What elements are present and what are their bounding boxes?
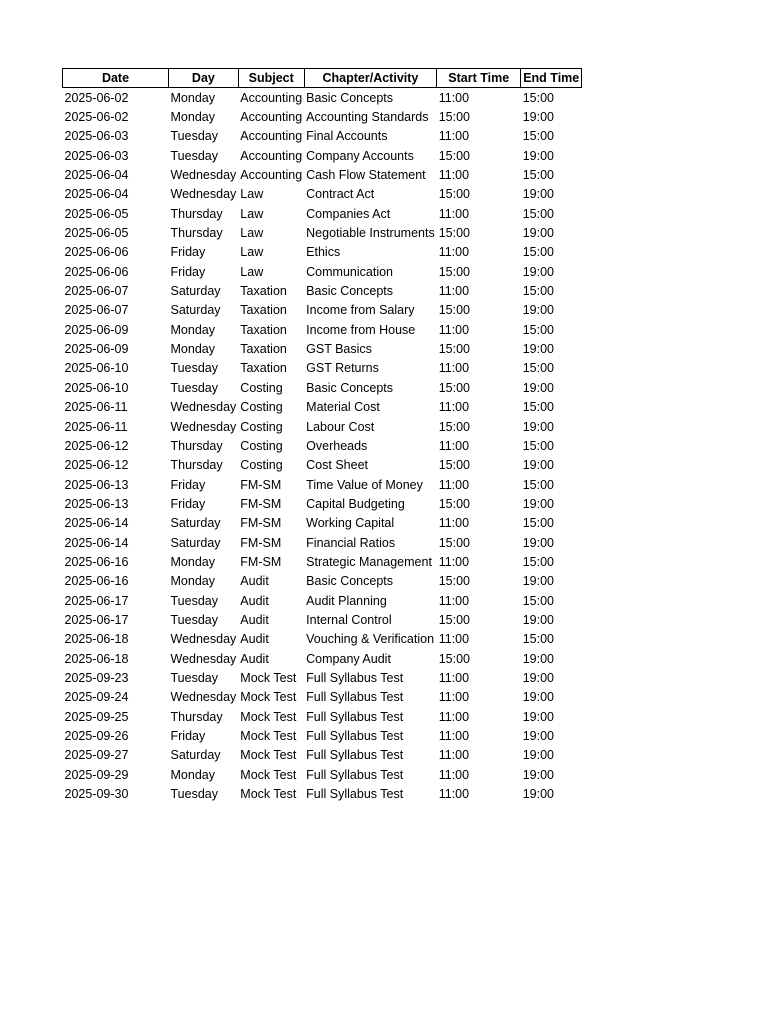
subject-cell[interactable]: Law (240, 226, 264, 241)
header-start-time: Start Time (437, 69, 521, 88)
end-time-cell[interactable]: 15:00 (522, 438, 554, 453)
date-cell[interactable]: 2025-06-18 (64, 632, 129, 647)
subject-cell[interactable]: Audit (240, 574, 269, 589)
day-cell[interactable]: Friday (170, 264, 206, 279)
day-cell[interactable]: Thursday (170, 709, 223, 724)
subject-cell[interactable]: Mock Test (240, 670, 297, 685)
table-row (63, 630, 582, 649)
date-cell[interactable]: 2025-06-16 (64, 574, 129, 589)
subject-cell[interactable]: Audit (240, 632, 269, 647)
table-row (63, 320, 582, 339)
table-row (63, 204, 582, 223)
subject-cell[interactable]: Accounting (240, 129, 303, 144)
end-time-cell[interactable]: 15:00 (522, 284, 554, 299)
subject-cell[interactable]: Costing (240, 438, 283, 453)
date-cell[interactable]: 2025-06-13 (64, 477, 129, 492)
start-time-cell[interactable]: 11:00 (438, 322, 470, 337)
day-cell[interactable]: Thursday (170, 226, 223, 241)
day-cell[interactable]: Wednesday (170, 400, 237, 415)
start-time-cell[interactable]: 11:00 (438, 90, 470, 105)
date-cell[interactable]: 2025-06-07 (64, 303, 129, 318)
end-time-cell[interactable]: 19:00 (522, 729, 554, 744)
day-cell[interactable]: Monday (170, 342, 215, 357)
end-time-cell[interactable]: 19:00 (522, 670, 554, 685)
table-row (63, 165, 582, 184)
chapter-cell[interactable]: Cash Flow Statement (306, 168, 426, 183)
subject-cell[interactable]: Mock Test (240, 709, 297, 724)
start-time-cell[interactable]: 15:00 (438, 458, 470, 473)
start-time-cell[interactable]: 11:00 (438, 554, 470, 569)
table-row (63, 107, 582, 126)
day-cell[interactable]: Tuesday (170, 361, 218, 376)
date-cell[interactable]: 2025-06-09 (64, 342, 129, 357)
table-row (63, 378, 582, 397)
subject-cell[interactable]: Mock Test (240, 748, 297, 763)
subject-cell[interactable]: Mock Test (240, 787, 297, 802)
start-time-cell[interactable]: 11:00 (438, 709, 470, 724)
start-time-cell[interactable]: 11:00 (438, 361, 470, 376)
chapter-cell[interactable]: Full Syllabus Test (306, 748, 404, 763)
end-time-cell[interactable]: 19:00 (522, 690, 554, 705)
table-row (63, 398, 582, 417)
chapter-cell[interactable]: Financial Ratios (306, 535, 396, 550)
date-cell[interactable]: 2025-06-03 (64, 129, 129, 144)
table-row (63, 436, 582, 455)
chapter-cell[interactable]: Company Accounts (306, 148, 414, 163)
date-cell[interactable]: 2025-06-12 (64, 438, 129, 453)
end-time-cell[interactable]: 15:00 (522, 554, 554, 569)
chapter-cell[interactable]: Basic Concepts (306, 90, 394, 105)
date-cell[interactable]: 2025-06-14 (64, 535, 129, 550)
subject-cell[interactable]: Accounting (240, 90, 303, 105)
day-cell[interactable]: Thursday (170, 206, 223, 221)
date-cell[interactable]: 2025-09-23 (64, 670, 129, 685)
subject-cell[interactable]: Law (240, 187, 264, 202)
chapter-cell[interactable]: Income from House (306, 322, 416, 337)
table-row (63, 514, 582, 533)
end-time-cell[interactable]: 19:00 (522, 709, 554, 724)
date-cell[interactable]: 2025-06-03 (64, 148, 129, 163)
date-cell[interactable]: 2025-09-24 (64, 690, 129, 705)
subject-cell[interactable]: Costing (240, 380, 283, 395)
subject-cell[interactable]: Accounting (240, 148, 303, 163)
end-time-cell[interactable]: 19:00 (522, 148, 554, 163)
table-row (63, 417, 582, 436)
date-cell[interactable]: 2025-06-12 (64, 458, 129, 473)
date-cell[interactable]: 2025-06-06 (64, 264, 129, 279)
subject-cell[interactable]: Accounting (240, 110, 303, 125)
day-cell[interactable]: Wednesday (170, 690, 237, 705)
chapter-cell[interactable]: Full Syllabus Test (306, 767, 404, 782)
subject-cell[interactable]: Costing (240, 419, 283, 434)
chapter-cell[interactable]: Basic Concepts (306, 380, 394, 395)
chapter-cell[interactable]: Communication (306, 264, 393, 279)
date-cell[interactable]: 2025-09-27 (64, 748, 129, 763)
end-time-cell[interactable]: 19:00 (522, 110, 554, 125)
start-time-cell[interactable]: 11:00 (438, 787, 470, 802)
start-time-cell[interactable]: 11:00 (438, 477, 470, 492)
date-cell[interactable]: 2025-06-04 (64, 168, 129, 183)
end-time-cell[interactable]: 19:00 (522, 226, 554, 241)
chapter-cell[interactable]: Strategic Management (306, 554, 432, 569)
subject-cell[interactable]: FM-SM (240, 496, 282, 511)
end-time-cell[interactable]: 15:00 (522, 632, 554, 647)
table-row (63, 707, 582, 726)
date-cell[interactable]: 2025-06-02 (64, 90, 129, 105)
day-cell[interactable]: Monday (170, 554, 215, 569)
end-time-cell[interactable]: 19:00 (522, 496, 554, 511)
chapter-cell[interactable]: Ethics (306, 245, 341, 260)
table-row (63, 146, 582, 165)
end-time-cell[interactable]: 15:00 (522, 361, 554, 376)
day-cell[interactable]: Friday (170, 729, 206, 744)
chapter-cell[interactable]: Basic Concepts (306, 284, 394, 299)
day-cell[interactable]: Friday (170, 477, 206, 492)
table-row (63, 301, 582, 320)
table-row (63, 127, 582, 146)
subject-cell[interactable]: Costing (240, 458, 283, 473)
chapter-cell[interactable]: GST Returns (306, 361, 379, 376)
chapter-cell[interactable]: Full Syllabus Test (306, 690, 404, 705)
end-time-cell[interactable]: 15:00 (522, 593, 554, 608)
start-time-cell[interactable]: 15:00 (438, 612, 470, 627)
day-cell[interactable]: Saturday (170, 516, 221, 531)
day-cell[interactable]: Monday (170, 322, 215, 337)
end-time-cell[interactable]: 19:00 (522, 380, 554, 395)
end-time-cell[interactable]: 19:00 (522, 419, 554, 434)
day-cell[interactable]: Monday (170, 110, 215, 125)
date-cell[interactable]: 2025-06-05 (64, 206, 129, 221)
end-time-cell[interactable]: 19:00 (522, 303, 554, 318)
table-row (63, 243, 582, 262)
subject-cell[interactable]: Accounting (240, 168, 303, 183)
end-time-cell[interactable]: 15:00 (522, 400, 554, 415)
day-cell[interactable]: Tuesday (170, 380, 218, 395)
start-time-cell[interactable]: 15:00 (438, 110, 470, 125)
table-row (63, 572, 582, 591)
subject-cell[interactable]: Mock Test (240, 690, 297, 705)
date-cell[interactable]: 2025-06-05 (64, 226, 129, 241)
chapter-cell[interactable]: Full Syllabus Test (306, 709, 404, 724)
start-time-cell[interactable]: 15:00 (438, 574, 470, 589)
date-cell[interactable]: 2025-06-02 (64, 110, 129, 125)
end-time-cell[interactable]: 19:00 (522, 264, 554, 279)
subject-cell[interactable]: FM-SM (240, 477, 282, 492)
chapter-cell[interactable]: Overheads (306, 438, 368, 453)
date-cell[interactable]: 2025-06-18 (64, 651, 129, 666)
date-cell[interactable]: 2025-06-16 (64, 554, 129, 569)
header-end-time: End Time (521, 69, 582, 88)
date-cell[interactable]: 2025-06-17 (64, 593, 129, 608)
subject-cell[interactable]: Audit (240, 651, 269, 666)
day-cell[interactable]: Saturday (170, 303, 221, 318)
start-time-cell[interactable]: 15:00 (438, 419, 470, 434)
table-row (63, 765, 582, 784)
table-row (63, 649, 582, 668)
table-row (63, 185, 582, 204)
day-cell[interactable]: Saturday (170, 748, 221, 763)
chapter-cell[interactable]: Full Syllabus Test (306, 787, 404, 802)
table-row (63, 668, 582, 687)
table-body (63, 88, 582, 804)
start-time-cell[interactable]: 11:00 (438, 729, 470, 744)
end-time-cell[interactable]: 19:00 (522, 342, 554, 357)
end-time-cell[interactable]: 15:00 (522, 129, 554, 144)
end-time-cell[interactable]: 15:00 (522, 90, 554, 105)
day-cell[interactable]: Thursday (170, 438, 223, 453)
subject-cell[interactable]: Taxation (240, 322, 287, 337)
subject-cell[interactable]: Law (240, 264, 264, 279)
start-time-cell[interactable]: 15:00 (438, 535, 470, 550)
header-chapter-activity: Chapter/Activity (304, 69, 437, 88)
table-row (63, 359, 582, 378)
table-row (63, 456, 582, 475)
start-time-cell[interactable]: 15:00 (438, 380, 470, 395)
day-cell[interactable]: Monday (170, 767, 215, 782)
chapter-cell[interactable]: Company Audit (306, 651, 391, 666)
day-cell[interactable]: Tuesday (170, 787, 218, 802)
start-time-cell[interactable]: 11:00 (438, 670, 470, 685)
table-row (63, 281, 582, 300)
day-cell[interactable]: Wednesday (170, 168, 237, 183)
subject-cell[interactable]: Costing (240, 400, 283, 415)
start-time-cell[interactable]: 11:00 (438, 767, 470, 782)
day-cell[interactable]: Monday (170, 90, 215, 105)
date-cell[interactable]: 2025-06-10 (64, 380, 129, 395)
date-cell[interactable]: 2025-09-25 (64, 709, 129, 724)
date-cell[interactable]: 2025-09-26 (64, 729, 129, 744)
date-cell[interactable]: 2025-06-06 (64, 245, 129, 260)
start-time-cell[interactable]: 15:00 (438, 226, 470, 241)
day-cell[interactable]: Thursday (170, 458, 223, 473)
start-time-cell[interactable]: 15:00 (438, 264, 470, 279)
start-time-cell[interactable]: 11:00 (438, 516, 470, 531)
date-cell[interactable]: 2025-09-30 (64, 787, 129, 802)
start-time-cell[interactable]: 11:00 (438, 245, 470, 260)
start-time-cell[interactable]: 11:00 (438, 284, 470, 299)
chapter-cell[interactable]: Accounting Standards (306, 110, 429, 125)
day-cell[interactable]: Wednesday (170, 632, 237, 647)
chapter-cell[interactable]: Time Value of Money (306, 477, 423, 492)
start-time-cell[interactable]: 15:00 (438, 187, 470, 202)
subject-cell[interactable]: FM-SM (240, 554, 282, 569)
date-cell[interactable]: 2025-06-14 (64, 516, 129, 531)
date-cell[interactable]: 2025-06-09 (64, 322, 129, 337)
start-time-cell[interactable]: 11:00 (438, 690, 470, 705)
end-time-cell[interactable]: 15:00 (522, 322, 554, 337)
table-row (63, 784, 582, 803)
day-cell[interactable]: Tuesday (170, 129, 218, 144)
day-cell[interactable]: Saturday (170, 535, 221, 550)
date-cell[interactable]: 2025-06-13 (64, 496, 129, 511)
table-row (63, 339, 582, 358)
day-cell[interactable]: Tuesday (170, 593, 218, 608)
chapter-cell[interactable]: Labour Cost (306, 419, 375, 434)
subject-cell[interactable]: Taxation (240, 342, 287, 357)
start-time-cell[interactable]: 11:00 (438, 400, 470, 415)
subject-cell[interactable]: Mock Test (240, 767, 297, 782)
day-cell[interactable]: Friday (170, 245, 206, 260)
subject-cell[interactable]: Mock Test (240, 729, 297, 744)
end-time-cell[interactable]: 19:00 (522, 748, 554, 763)
subject-cell[interactable]: Taxation (240, 284, 287, 299)
chapter-cell[interactable]: Negotiable Instruments (306, 226, 435, 241)
day-cell[interactable]: Saturday (170, 284, 221, 299)
table-row (63, 533, 582, 552)
chapter-cell[interactable]: GST Basics (306, 342, 372, 357)
start-time-cell[interactable]: 15:00 (438, 496, 470, 511)
end-time-cell[interactable]: 19:00 (522, 612, 554, 627)
table-row (63, 746, 582, 765)
end-time-cell[interactable]: 15:00 (522, 516, 554, 531)
date-cell[interactable]: 2025-06-11 (64, 400, 128, 415)
day-cell[interactable]: Monday (170, 574, 215, 589)
table-row (63, 552, 582, 571)
table-row (63, 223, 582, 242)
chapter-cell[interactable]: Working Capital (306, 516, 395, 531)
table-row (63, 610, 582, 629)
day-cell[interactable]: Wednesday (170, 651, 237, 666)
table-row (63, 688, 582, 707)
table-row (63, 726, 582, 745)
chapter-cell[interactable]: Contract Act (306, 187, 375, 202)
subject-cell[interactable]: FM-SM (240, 516, 282, 531)
start-time-cell[interactable]: 15:00 (438, 342, 470, 357)
header-date: Date (63, 69, 169, 88)
chapter-cell[interactable]: Audit Planning (306, 593, 387, 608)
date-cell[interactable]: 2025-06-07 (64, 284, 129, 299)
start-time-cell[interactable]: 11:00 (438, 168, 470, 183)
header-row (63, 69, 582, 88)
table-row (63, 262, 582, 281)
end-time-cell[interactable]: 19:00 (522, 787, 554, 802)
chapter-cell[interactable]: Full Syllabus Test (306, 729, 404, 744)
table-row (63, 494, 582, 513)
start-time-cell[interactable]: 11:00 (438, 206, 470, 221)
day-cell[interactable]: Tuesday (170, 612, 218, 627)
header-subject: Subject (238, 69, 304, 88)
chapter-cell[interactable]: Capital Budgeting (306, 496, 405, 511)
end-time-cell[interactable]: 19:00 (522, 574, 554, 589)
table-row (63, 591, 582, 610)
start-time-cell[interactable]: 11:00 (438, 632, 470, 647)
chapter-cell[interactable]: Basic Concepts (306, 574, 394, 589)
start-time-cell[interactable]: 15:00 (438, 148, 470, 163)
subject-cell[interactable]: Taxation (240, 303, 287, 318)
chapter-cell[interactable]: Companies Act (306, 206, 391, 221)
end-time-cell[interactable]: 19:00 (522, 187, 554, 202)
day-cell[interactable]: Friday (170, 496, 206, 511)
table-row (63, 475, 582, 494)
header-day: Day (169, 69, 239, 88)
start-time-cell[interactable]: 11:00 (438, 593, 470, 608)
end-time-cell[interactable]: 15:00 (522, 206, 554, 221)
chapter-cell[interactable]: Material Cost (306, 400, 380, 415)
chapter-cell[interactable]: Internal Control (306, 612, 392, 627)
start-time-cell[interactable]: 15:00 (438, 651, 470, 666)
end-time-cell[interactable]: 19:00 (522, 458, 554, 473)
subject-cell[interactable]: Taxation (240, 361, 287, 376)
date-cell[interactable]: 2025-06-10 (64, 361, 129, 376)
start-time-cell[interactable]: 11:00 (438, 129, 470, 144)
start-time-cell[interactable]: 11:00 (438, 748, 470, 763)
date-cell[interactable]: 2025-06-04 (64, 187, 129, 202)
chapter-cell[interactable]: Full Syllabus Test (306, 670, 404, 685)
end-time-cell[interactable]: 15:00 (522, 477, 554, 492)
date-cell[interactable]: 2025-09-29 (64, 767, 129, 782)
chapter-cell[interactable]: Vouching & Verification (306, 632, 435, 647)
chapter-cell[interactable]: Income from Salary (306, 303, 415, 318)
end-time-cell[interactable]: 15:00 (522, 245, 554, 260)
subject-cell[interactable]: Law (240, 245, 264, 260)
day-cell[interactable]: Wednesday (170, 419, 237, 434)
date-cell[interactable]: 2025-06-11 (64, 419, 128, 434)
end-time-cell[interactable]: 19:00 (522, 767, 554, 782)
end-time-cell[interactable]: 15:00 (522, 168, 554, 183)
end-time-cell[interactable]: 19:00 (522, 651, 554, 666)
start-time-cell[interactable]: 15:00 (438, 303, 470, 318)
day-cell[interactable]: Wednesday (170, 187, 237, 202)
start-time-cell[interactable]: 11:00 (438, 438, 470, 453)
end-time-cell[interactable]: 19:00 (522, 535, 554, 550)
day-cell[interactable]: Tuesday (170, 670, 218, 685)
date-cell[interactable]: 2025-06-17 (64, 612, 129, 627)
subject-cell[interactable]: Law (240, 206, 264, 221)
chapter-cell[interactable]: Cost Sheet (306, 458, 368, 473)
subject-cell[interactable]: FM-SM (240, 535, 282, 550)
subject-cell[interactable]: Audit (240, 612, 269, 627)
chapter-cell[interactable]: Final Accounts (306, 129, 388, 144)
schedule-table (62, 68, 582, 804)
table-row (63, 88, 582, 108)
subject-cell[interactable]: Audit (240, 593, 269, 608)
day-cell[interactable]: Tuesday (170, 148, 218, 163)
